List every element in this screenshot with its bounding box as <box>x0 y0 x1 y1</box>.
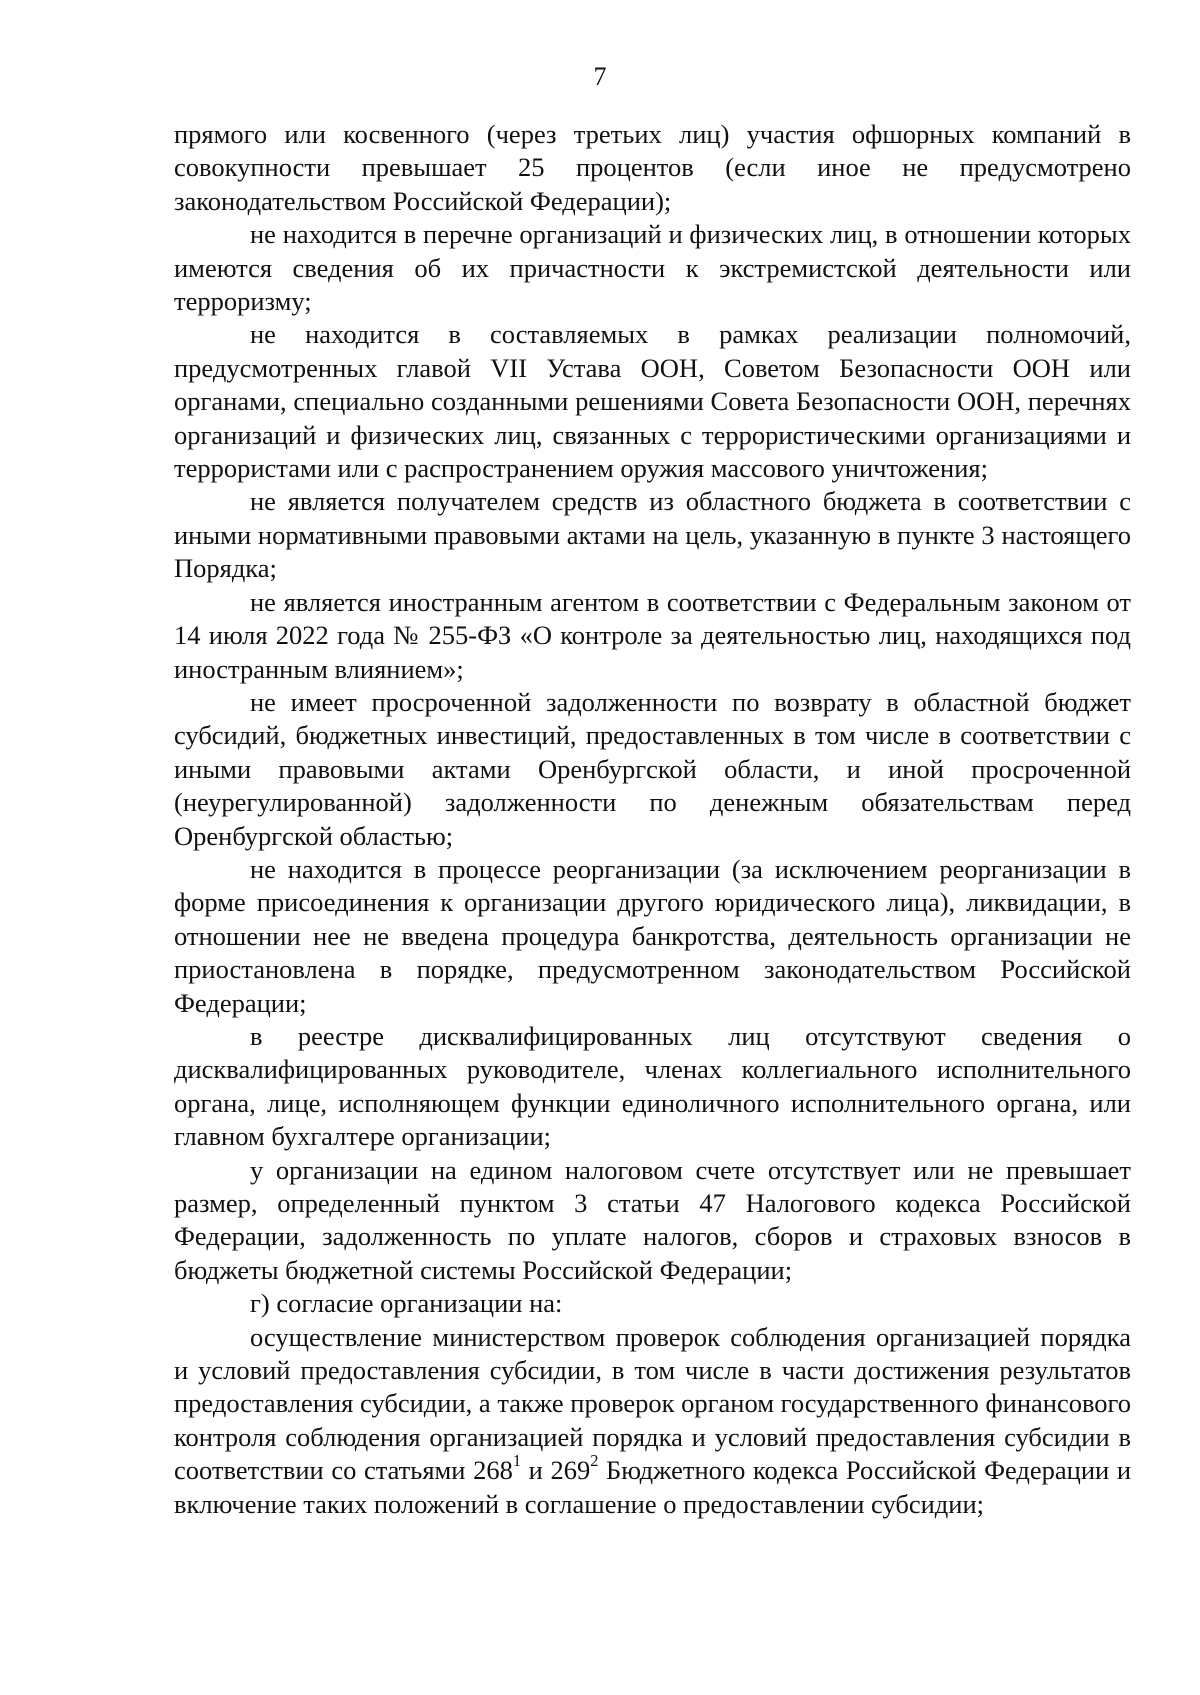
document-body <box>174 118 1131 1521</box>
paragraph-extremism-list: не находится в перечне организаций и физических лиц, в отношении которых имеются сведения об их причастности к экстремистской деятельности или терроризму; <box>174 219 1131 317</box>
inspections-text-part1: осуществление министерством проверок соблюдения организацией порядка и условий предоставления субсидии, в том числе в части достижения результатов предоставления субсидии, а также проверок органом государственного финансового контроля соблюдения организацией порядка и условий предоставления субсидии в соответствии со статьями 268 <box>174 1321 1131 1486</box>
paragraph-disqualified-persons: в реестре дисквалифицированных лиц отсутствуют сведения о дисквалифицированных руководителе, членах коллегиального исполнительного органа, лице, исполняющем функции единоличного исполнительного органа, или главном бухгалтере организации; <box>174 1020 1131 1152</box>
paragraph-foreign-agent: не является иностранным агентом в соответствии с Федеральным законом от 14 июля 2022 года № 255-ФЗ «О контроле за деятельностью лиц, находящихся под иностранным влиянием»; <box>174 586 1131 684</box>
paragraph-no-overdue-debt: не имеет просроченной задолженности по возврату в областной бюджет субсидий, бюджетных инвестиций, предоставленных в том числе в соответствии с иными правовыми актами Оренбургской области, и иной просроченной (неурегулированной) задолженности по денежным обязательствам перед Оренбургской областью; <box>174 686 1131 851</box>
paragraph-not-recipient: не является получателем средств из областного бюджета в соответствии с иными нормативными правовыми актами на цель, указанную в пункте 3 настоящего Порядка; <box>174 486 1131 584</box>
paragraph-tax-debt: у организации на едином налоговом счете отсутствует или не превышает размер, определенный пунктом 3 статьи 47 Налогового кодекса Российской Федерации, задолженность по уплате налогов, сборов и страховых взносов в бюджеты бюджетной системы Российской Федерации; <box>174 1154 1131 1285</box>
paragraph-inspections-consent <box>174 1321 1131 1521</box>
inspections-text-part3: Бюджетного кодекса Российской Федерации и включение таких положений в соглашение о предоставлении субсидии; <box>174 1455 1132 1519</box>
article-268-superscript: 1 <box>512 1451 522 1471</box>
paragraph-continuation: прямого или косвенного (через третьих лиц) участия офшорных компаний в совокупности превышает 25 процентов (если иное не предусмотрено законодательством Российской Федерации); <box>174 119 1131 216</box>
inspections-text-part2: и 269 <box>521 1455 591 1486</box>
paragraph-un-lists: не находится в составляемых в рамках реализации полномочий, предусмотренных главой VII Устава ООН, Советом Безопасности ООН или органами, специально созданными решениями Совета Безопасности ООН, перечнях организаций и физических лиц, связанных с террористическими организациями и террористами или с распространением оружия массового уничтожения; <box>174 319 1131 484</box>
paragraph-consent-heading: г) согласие организации на: <box>250 1288 563 1319</box>
article-269-superscript: 2 <box>590 1451 599 1471</box>
page-number: 7 <box>593 62 607 91</box>
paragraph-reorganization: не находится в процессе реорганизации (за исключением реорганизации в форме присоединения к организации другого юридического лица), ликвидации, в отношении нее не введена процедура банкротства, деятельность организации не приостановлена в порядке, предусмотренном законодательством Российской Федерации; <box>174 853 1131 1018</box>
